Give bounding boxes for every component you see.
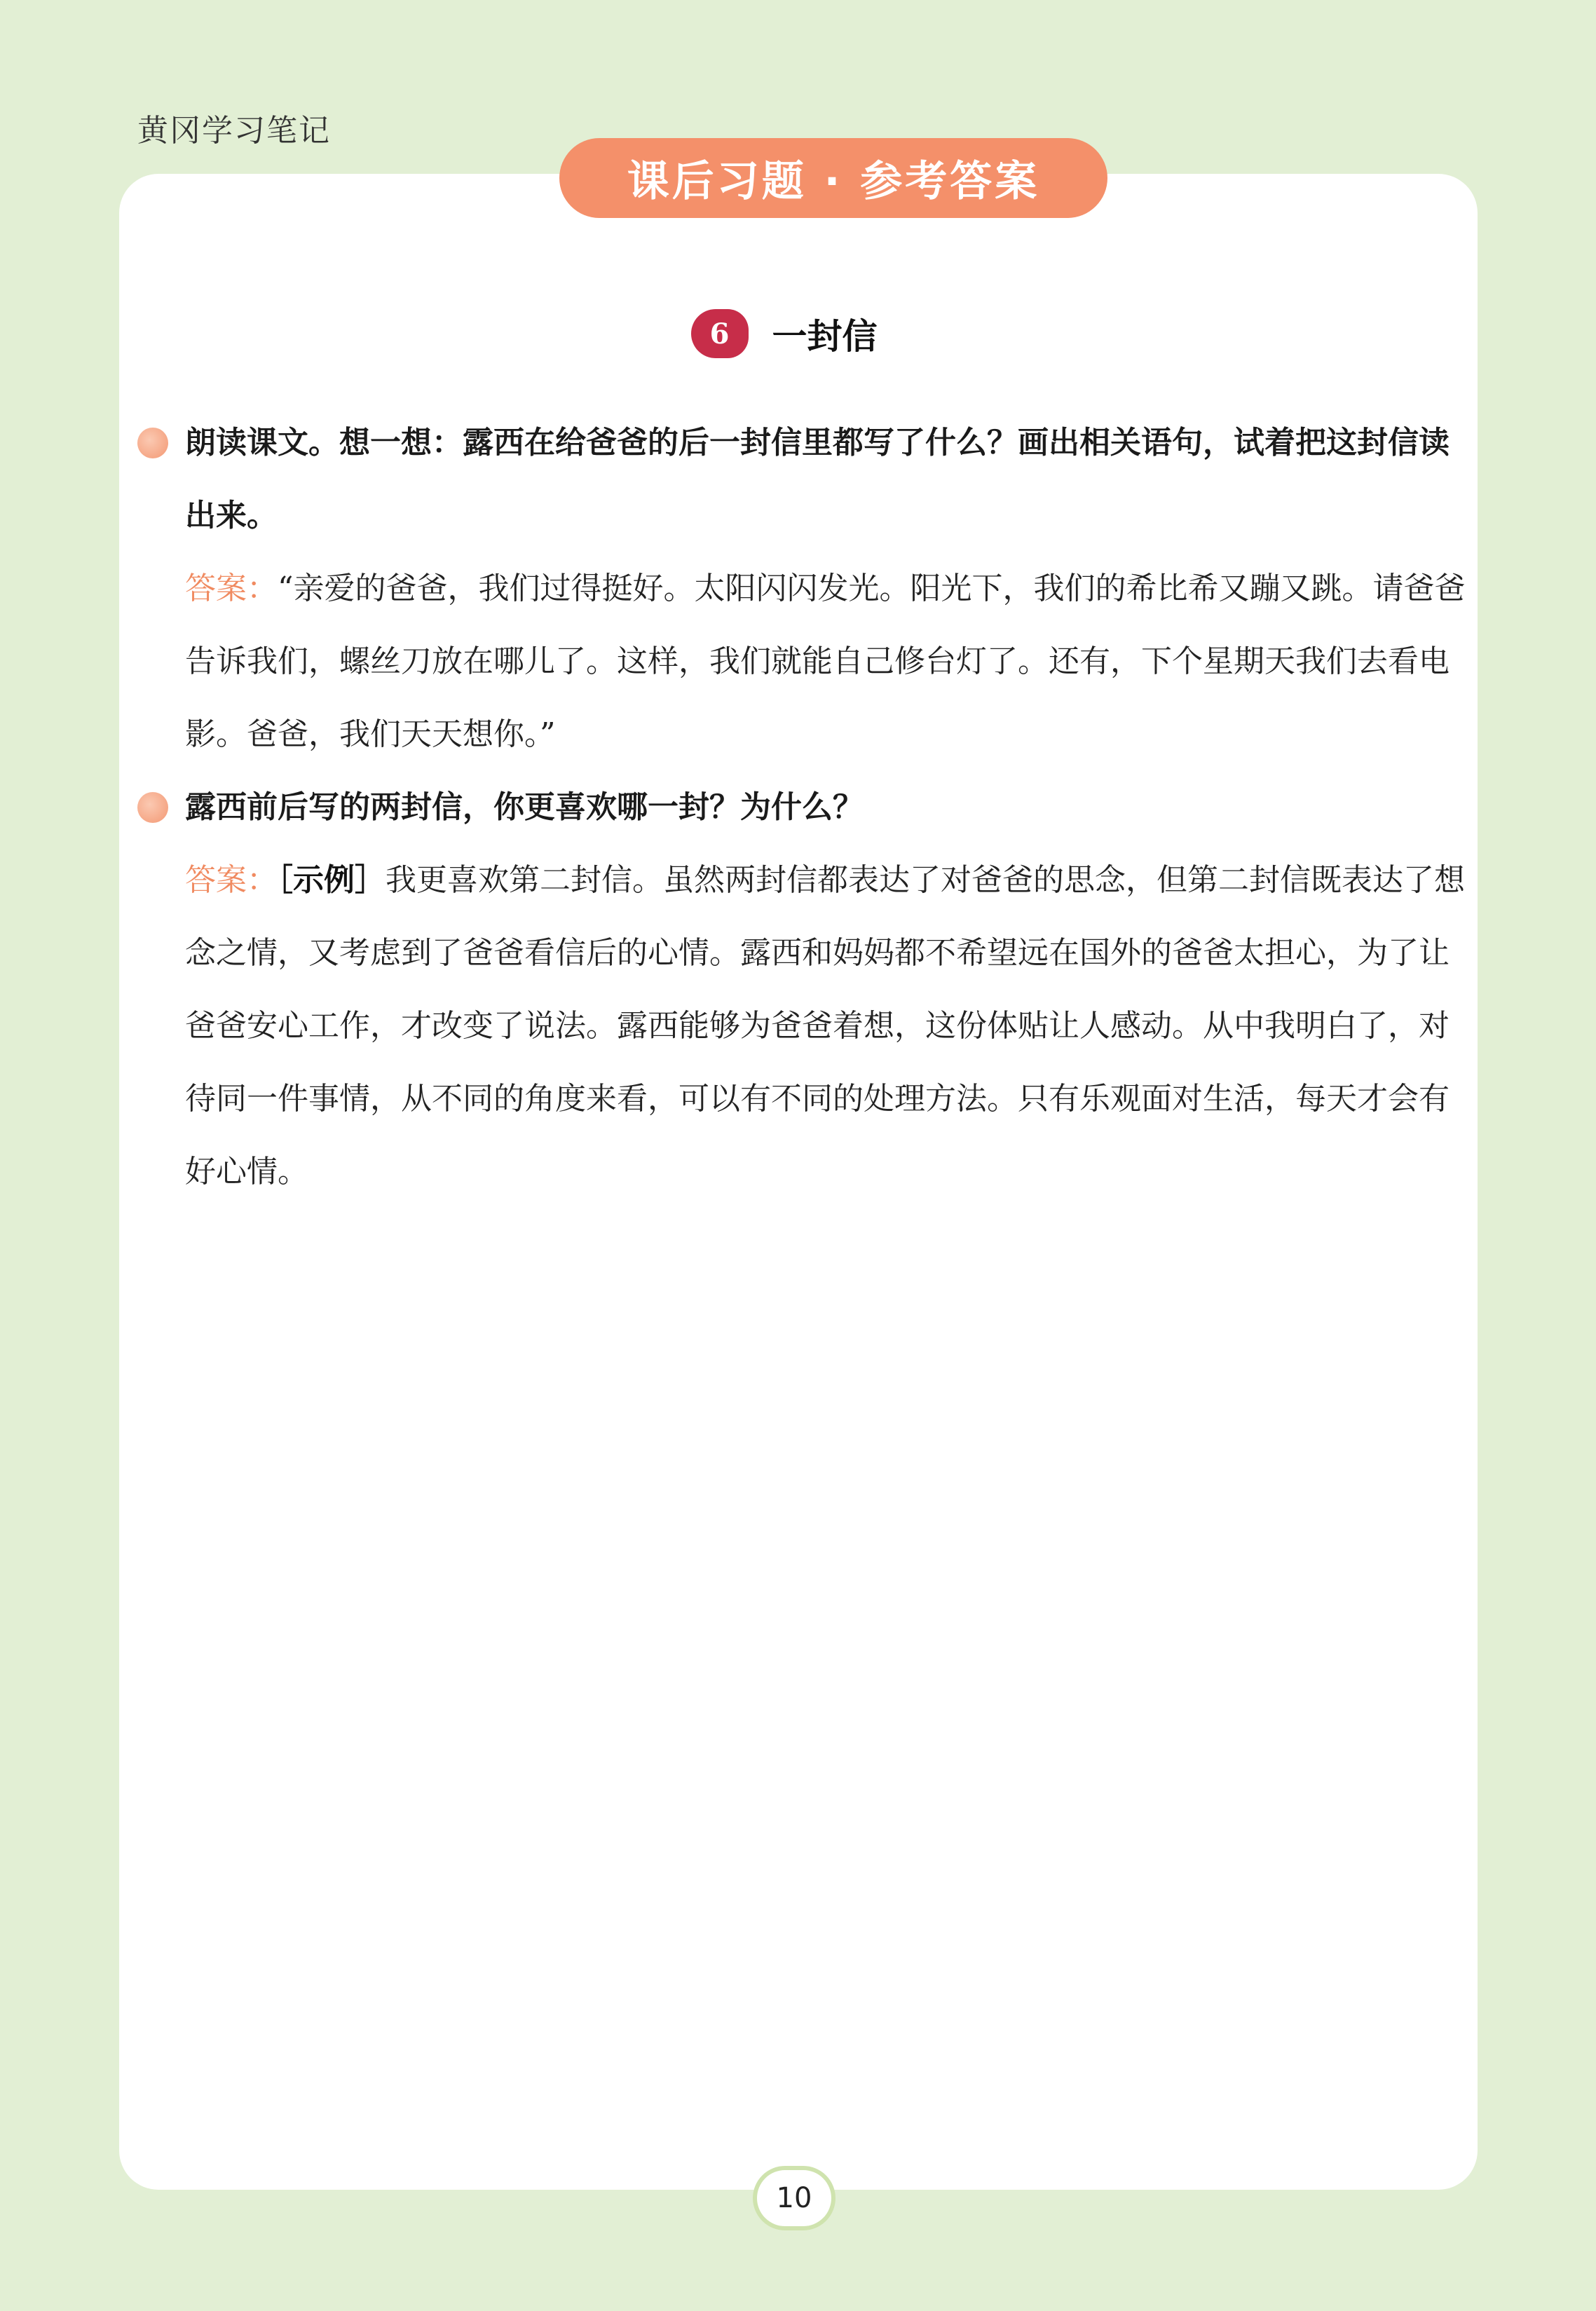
qa-list <box>137 407 1466 1208</box>
answer-label: 答案： <box>185 571 278 606</box>
question-1 <box>137 407 1466 552</box>
question-text: 露西前后写的两封信，你更喜欢哪一封？为什么？ <box>185 789 864 825</box>
bullet-icon <box>137 792 168 823</box>
lesson-heading <box>0 308 1596 359</box>
bullet-icon <box>137 428 168 458</box>
brand-title: 黄冈学习笔记 <box>137 113 331 149</box>
lesson-title: 一封信 <box>772 316 878 357</box>
question-text: 朗读课文。想一想：露西在给爸爸的后一封信里都写了什么？画出相关语句，试着把这封信读出来。 <box>185 425 1450 533</box>
answer-label: 答案： <box>185 862 278 898</box>
question-2 <box>137 771 1466 844</box>
answer-example-tag: ［示例］ <box>278 862 386 898</box>
answer-1 <box>137 552 1466 771</box>
lesson-number-badge: 6 <box>691 309 749 358</box>
answer-text: “亲爱的爸爸，我们过得挺好。太阳闪闪发光。阳光下，我们的希比希又蹦又跳。请爸爸告诉我们，螺丝刀放在哪儿了。这样，我们就能自己修台灯了。还有，下个星期天我们去看电影。爸爸，我们天天想你。” <box>185 571 1466 752</box>
answer-text: 我更喜欢第二封信。虽然两封信都表达了对爸爸的思念，但第二封信既表达了想念之情，又考虑到了爸爸看信后的心情。露西和妈妈都不希望远在国外的爸爸太担心，为了让爸爸安心工作，才改变了说法。露西能够为爸爸着想，这份体贴让人感动。从中我明白了，对待同一件事情，从不同的角度来看，可以有不同的处理方法。只有乐观面对生活，每天才会有好心情。 <box>185 862 1465 1189</box>
page-number: 10 <box>753 2166 835 2230</box>
answer-2 <box>137 844 1466 1208</box>
section-banner: 课后习题 · 参考答案 <box>559 138 1107 218</box>
